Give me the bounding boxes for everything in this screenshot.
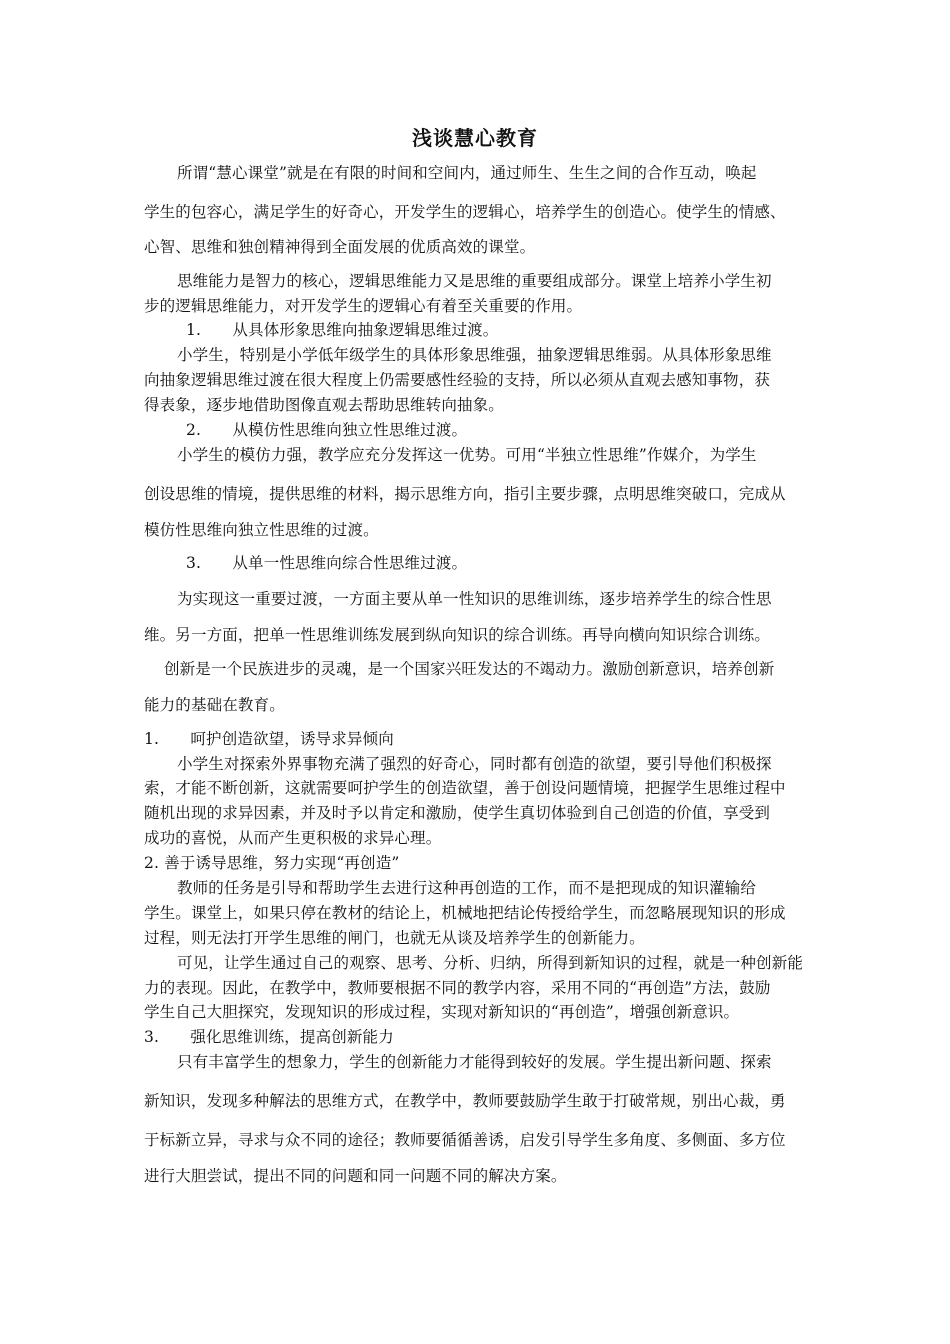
paragraph-line: 新知识，发现多种解法的思维方式，在教学中，教师要鼓励学生敢于打破常规，别出心裁，勇 [144,1092,786,1110]
paragraph-line: 于标新立异，寻求与众不同的途径；教师要循循善诱，启发引导学生多角度、多侧面、多方位 [144,1131,786,1149]
paragraph-line: 进行大胆尝试，提出不同的问题和同一问题不同的解决方案。 [144,1167,567,1185]
section-heading: 2. 善于诱导思维，努力实现“再创造” [144,854,400,872]
paragraph-line: 学生自己大胆探究，发现知识的形成过程，实现对新知识的“再创造”，增强创新意识。 [144,1003,740,1021]
paragraph-line: 得表象，逐步地借助图像直观去帮助思维转向抽象。 [144,396,504,414]
paragraph-line: 为实现这一重要过渡，一方面主要从单一性知识的思维训练，逐步培养学生的综合性思 [177,590,772,608]
section-heading: 1. 呵护创造欲望，诱导求异倾向 [144,730,394,748]
paragraph-line: 教师的任务是引导和帮助学生去进行这种再创造的工作，而不是把现成的知识灌输给 [177,879,757,897]
paragraph-line: 创新是一个民族进步的灵魂，是一个国家兴旺发达的不竭动力。激励创新意识，培养创新 [164,660,775,678]
paragraph-line: 学生的包容心，满足学生的好奇心，开发学生的逻辑心，培养学生的创造心。使学生的情感、 [144,203,786,221]
paragraph-line: 思维能力是智力的核心，逻辑思维能力又是思维的重要组成部分。课堂上培养小学生初 [177,272,772,290]
paragraph-line: 向抽象逻辑思维过渡在很大程度上仍需要感性经验的支持，所以必须从直观去感知事物，获 [144,371,771,389]
paragraph-line: 模仿性思维向独立性思维的过渡。 [144,521,379,539]
paragraph-line: 能力的基础在教育。 [144,696,285,714]
paragraph-line: 学生。课堂上，如果只停在教材的结论上，机械地把结论传授给学生，而忽略展现知识的形成 [144,904,786,922]
paragraph-line: 步的逻辑思维能力，对开发学生的逻辑心有着至关重要的作用。 [144,297,583,315]
section-heading: 3. 从单一性思维向综合性思维过渡。 [186,554,468,572]
paragraph-line: 索，才能不断创新，这就需要呵护学生的创造欲望，善于创设问题情境，把握学生思维过程中 [144,779,786,797]
paragraph-line: 心智、思维和独创精神得到全面发展的优质高效的课堂。 [144,238,536,256]
paragraph-line: 力的表现。因此，在教学中，教师要根据不同的教学内容，采用不同的“再创造”方法，鼓励 [144,979,771,997]
paragraph-line: 创设思维的情境，提供思维的材料，揭示思维方向，指引主要步骤，点明思维突破口，完成从 [144,485,786,503]
paragraph-line: 只有丰富学生的想象力，学生的创新能力才能得到较好的发展。学生提出新问题、探索 [177,1053,772,1071]
paragraph-line: 维。另一方面，把单一性思维训练发展到纵向知识的综合训练。再导向横向知识综合训练。 [144,626,771,644]
paragraph-line: 成功的喜悦，从而产生更积极的求异心理。 [144,829,442,847]
section-heading: 2. 从模仿性思维向独立性思维过渡。 [186,421,468,439]
paragraph-line: 过程，则无法打开学生思维的闸门，也就无从谈及培养学生的创新能力。 [144,929,645,947]
page-title: 浅谈慧心教育 [412,126,538,150]
paragraph-line: 随机出现的求异因素，并及时予以肯定和激励，使学生真切体验到自己创造的价值，享受到 [144,804,771,822]
paragraph-line: 所谓“慧心课堂”就是在有限的时间和空间内，通过师生、生生之间的合作互动，唤起 [177,164,757,182]
paragraph-line: 小学生对探索外界事物充满了强烈的好奇心，同时都有创造的欲望，要引导他们积极探 [177,755,772,773]
paragraph-line: 可见，让学生通过自己的观察、思考、分析、归纳，所得到新知识的过程，就是一种创新能 [177,954,804,972]
paragraph-line: 小学生，特别是小学低年级学生的具体形象思维强，抽象逻辑思维弱。从具体形象思维 [177,346,772,364]
section-heading: 1. 从具体形象思维向抽象逻辑思维过渡。 [186,321,499,339]
paragraph-line: 小学生的模仿力强，教学应充分发挥这一优势。可用“半独立性思维”作媒介，为学生 [177,446,757,464]
section-heading: 3. 强化思维训练，提高创新能力 [144,1028,394,1046]
